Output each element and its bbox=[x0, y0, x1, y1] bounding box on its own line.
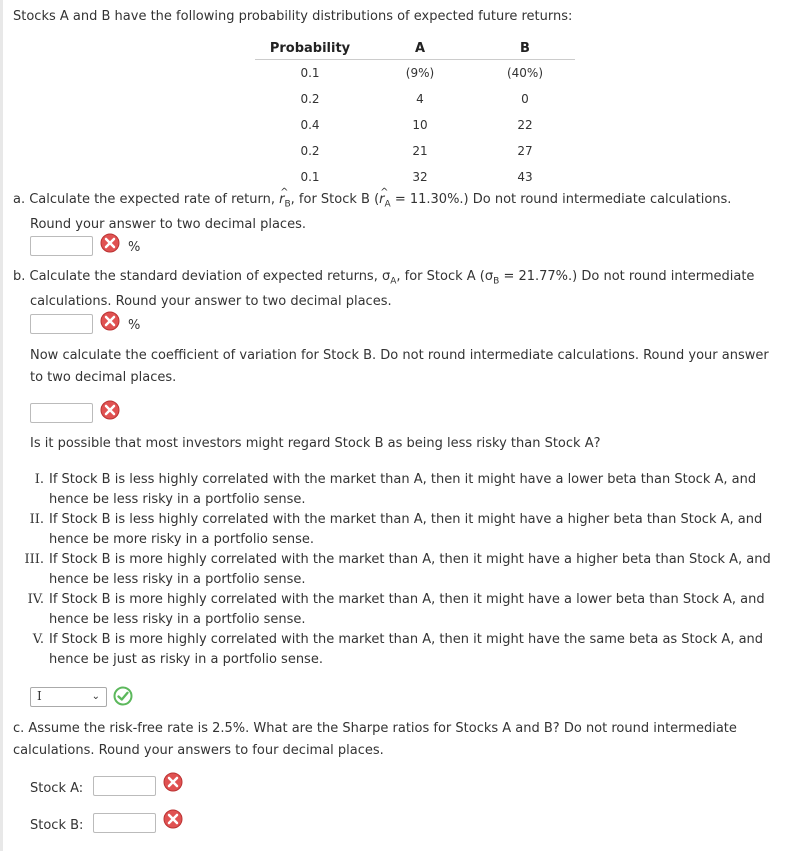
table-cell: 21 bbox=[412, 144, 428, 158]
table-header-row bbox=[255, 37, 575, 60]
header-stock-a: A bbox=[365, 37, 475, 60]
table-cell: 22 bbox=[517, 118, 533, 132]
incorrect-icon bbox=[163, 772, 183, 792]
question-a bbox=[13, 190, 731, 235]
table-cell: 0.2 bbox=[300, 92, 320, 106]
list-item: II. If Stock B is less highly correlated with the market than A, then it might have a higher beta than Stock A, and hence be more risky in a portfolio sense. bbox=[29, 512, 763, 547]
question-a-line2: Round your answer to two decimal places. bbox=[30, 216, 306, 232]
header-probability: Probability bbox=[255, 37, 365, 60]
coefficient-of-variation-input[interactable] bbox=[30, 403, 93, 423]
question-b-text-2: , for Stock A (σ bbox=[396, 269, 494, 284]
std-dev-a-input[interactable] bbox=[30, 314, 93, 334]
cv-question: Now calculate the coefficient of variation for Stock B. Do not round intermediate calculations. Round your answer to two decimal places. bbox=[30, 348, 769, 385]
percent-unit: % bbox=[128, 318, 141, 333]
table-cell: 4 bbox=[416, 92, 424, 106]
question-a-text: a. Calculate the expected rate of return, bbox=[13, 192, 280, 207]
table-row bbox=[255, 60, 575, 87]
table-cell: 0.2 bbox=[300, 144, 320, 158]
table-cell: 27 bbox=[517, 144, 533, 158]
expected-return-b-input[interactable] bbox=[30, 236, 93, 256]
question-c bbox=[13, 718, 773, 762]
stock-b-label: Stock B: bbox=[30, 818, 84, 833]
table-cell: 32 bbox=[412, 170, 428, 184]
list-item: V. If Stock B is more highly correlated with the market than A, then it might have the same beta as Stock A, and hence be just as risky in a portfolio sense. bbox=[32, 632, 764, 667]
left-border bbox=[0, 0, 3, 851]
question-a-text-3: = 11.30%.) Do not round intermediate calculations. bbox=[390, 192, 732, 207]
intro-text: Stocks A and B have the following probability distributions of expected future returns: bbox=[13, 9, 573, 24]
sharpe-b-input[interactable] bbox=[93, 813, 156, 833]
table-row bbox=[255, 112, 575, 138]
table-cell: 0.1 bbox=[300, 66, 320, 80]
question-a-text-2: , for Stock B ( bbox=[290, 192, 380, 207]
percent-unit: % bbox=[128, 240, 141, 255]
r-hat-symbol: ^ r bbox=[379, 190, 384, 210]
question-b-text-3: = 21.77%.) Do not round intermediate bbox=[499, 269, 755, 284]
table-cell: 10 bbox=[412, 118, 428, 132]
chevron-down-icon: ⌄ bbox=[91, 691, 100, 702]
incorrect-icon bbox=[100, 400, 120, 420]
subscript-b: B bbox=[284, 199, 291, 210]
question-b-text: b. Calculate the standard deviation of expected returns, σ bbox=[13, 269, 391, 284]
question-b bbox=[13, 267, 754, 312]
list-item: I. If Stock B is less highly correlated with the market than A, then it might have a lower beta than Stock A, and hence be less risky in a portfolio sense. bbox=[34, 472, 757, 507]
incorrect-icon bbox=[100, 311, 120, 331]
options-list bbox=[20, 470, 790, 670]
table-cell: 0.1 bbox=[300, 170, 320, 184]
table-row bbox=[255, 164, 575, 190]
table-cell: 0 bbox=[521, 92, 529, 106]
question-b-line2: calculations. Round your answer to two decimal places. bbox=[30, 293, 392, 309]
table-row bbox=[255, 138, 575, 164]
distribution-table bbox=[255, 37, 575, 190]
list-item: III. If Stock B is more highly correlated with the market than A, then it might have a higher beta than Stock A, and hence be less risky in a portfolio sense. bbox=[24, 552, 771, 587]
incorrect-icon bbox=[163, 809, 183, 829]
subscript-a: A bbox=[384, 199, 391, 210]
correct-check-icon bbox=[113, 686, 133, 706]
table-cell: 0.4 bbox=[300, 118, 320, 132]
table-cell: 43 bbox=[517, 170, 533, 184]
stock-a-label: Stock A: bbox=[30, 781, 84, 796]
subscript-b: B bbox=[493, 276, 500, 287]
answer-select[interactable] bbox=[30, 687, 107, 707]
question-c-text: c. Assume the risk-free rate is 2.5%. What are the Sharpe ratios for Stocks A and B? Do not round intermediate calculations. Round your answers to four decimal places. bbox=[13, 721, 737, 758]
list-item: IV. If Stock B is more highly correlated with the market than A, then it might have a lower beta than Stock A, and hence be less risky in a portfolio sense. bbox=[27, 592, 765, 627]
header-stock-b: B bbox=[475, 37, 575, 60]
select-value: I bbox=[37, 689, 42, 703]
table-cell: (9%) bbox=[405, 66, 435, 80]
sharpe-a-input[interactable] bbox=[93, 776, 156, 796]
incorrect-icon bbox=[100, 233, 120, 253]
table-cell: (40%) bbox=[506, 66, 544, 80]
table-row bbox=[255, 86, 575, 112]
r-hat-symbol: ^ r bbox=[279, 190, 284, 210]
subscript-a: A bbox=[390, 276, 397, 287]
risk-question: Is it possible that most investors might regard Stock B as being less risky than Stock A? bbox=[30, 436, 601, 451]
